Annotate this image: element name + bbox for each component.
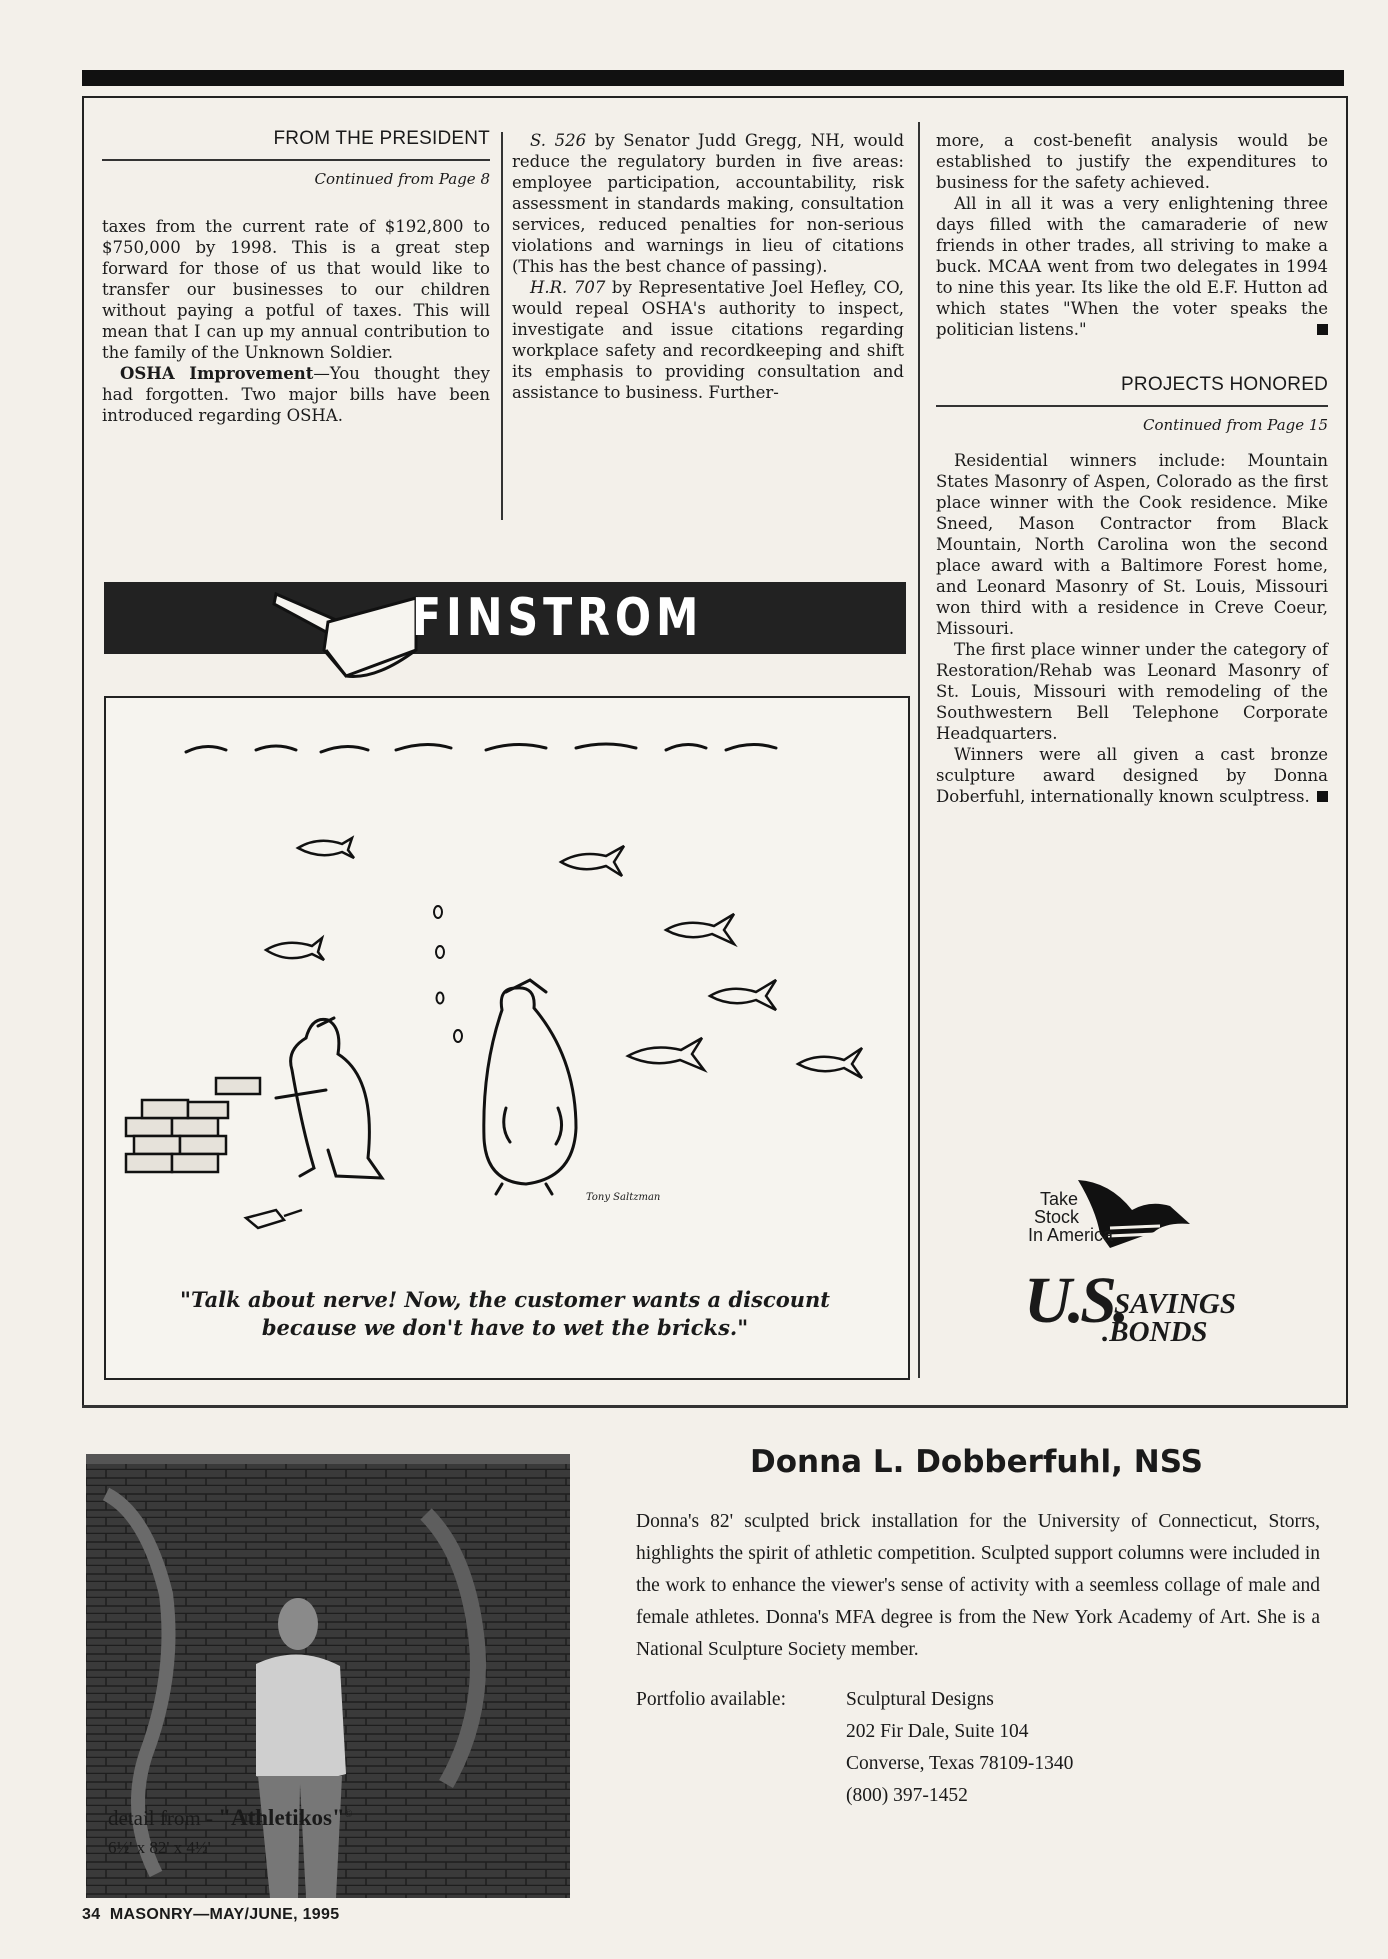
projects-paragraph-3-text: Winners were all given a cast bronze sculpture award designed by Donna Doberfuhl, internationally known sculptress.	[936, 745, 1328, 806]
right-paragraph-2-text: All in all it was a very enlightening three days filled with the camaraderie of new friends in other trades, all striving to make a buck. MCAA went from two delegates in 1994 to nine this year. Its like the old E.F. Hutton ad which states "When the voter speaks the politician listens."	[936, 194, 1328, 339]
end-mark	[1317, 791, 1328, 802]
projects-paragraph-3	[936, 744, 1328, 807]
caption-line-2: because we don't have to wet the bricks."	[261, 1315, 749, 1340]
customer-figure	[484, 980, 576, 1194]
trowel-icon	[266, 580, 426, 690]
right-column	[936, 130, 1328, 807]
publication-info: MASONRY—MAY/JUNE, 1995	[109, 1906, 340, 1923]
ad-description: Donna's 82' sculpted brick installation for the University of Connecticut, Storrs, highlights the spirit of athletic competition. Sculpted support columns were included in the work to enhance the viewer's sense of activity with a seemless collage of male and female athletes. Donna's MFA degree is from the New York Academy of Art. She is a National Sculpture Society member.	[636, 1511, 1320, 1660]
photo-caption-prefix: detail from -	[108, 1806, 219, 1830]
ad-name: Donna L. Dobberfuhl, NSS	[750, 1444, 1203, 1480]
brick-pile	[126, 1078, 260, 1172]
middle-column	[512, 130, 904, 403]
bonds-america: In America	[1028, 1225, 1114, 1245]
projects-paragraph-1: Residential winners include: Mountain States Masonry of Aspen, Colorado as the first place winner with the Cook residence. Mike Sneed, Mason Contractor from Black Mountain, North Carolina won the second place award with a Baltimore Forest home, and Leonard Masonry of St. Louis, Missouri won third with a residence in Creve Coeur, Missouri.	[936, 451, 1328, 638]
copyright-mark: ©	[344, 1809, 353, 1820]
column-divider-2	[918, 122, 920, 1378]
right-paragraph-1: more, a cost-benefit analysis would be established to justify the expenditures to business for the safety achieved.	[936, 131, 1328, 192]
bonds-slogan	[1028, 1189, 1114, 1245]
page-footer	[82, 1906, 339, 1924]
bubbles	[434, 906, 462, 1042]
projects-paragraph-2: The first place winner under the category of Restoration/Rehab was Leonard Masonry of St. Louis, Missouri with remodeling of the Southwestern Bell Telephone Corporate Headquarters.	[936, 640, 1328, 743]
bonds-us: U.S.	[1024, 1264, 1126, 1337]
right-paragraph-2	[936, 193, 1328, 340]
president-heading: FROM THE PRESIDENT	[273, 128, 490, 149]
phone-number: (800) 397-1452	[846, 1785, 968, 1806]
end-mark	[1317, 324, 1328, 335]
s526-lead: S. 526	[530, 131, 587, 150]
projects-continued: Continued from Page 15	[1142, 416, 1328, 434]
middle-paragraph-2	[512, 277, 904, 403]
cartoon-drawing	[106, 698, 904, 1258]
portfolio-block	[636, 1684, 1320, 1812]
company-name: Sculptural Designs	[846, 1689, 994, 1710]
photo-caption-block	[108, 1800, 352, 1863]
president-heading-rule	[102, 159, 490, 161]
hr707-lead: H.R. 707	[530, 278, 606, 297]
president-column	[102, 128, 490, 426]
street-address: 202 Fir Dale, Suite 104	[846, 1721, 1029, 1742]
photo-dimensions: 6½' x 82' x 4½'	[108, 1838, 211, 1857]
fish-group	[266, 838, 862, 1078]
column-divider-1	[501, 132, 503, 520]
president-paragraph-1: taxes from the current rate of $192,800 to $750,000 by 1998. This is a great step forward for those of us that would like to transfer our businesses to our children without paying a potful of taxes. This will mean that I can up my annual contribution to the family of the Unknown Soldier.	[102, 217, 490, 362]
cartoon-caption	[130, 1286, 880, 1342]
photo-caption-title: "Athletikos"	[218, 1805, 345, 1830]
trowel-on-floor	[246, 1210, 302, 1228]
bonds-stock: Stock	[1034, 1207, 1080, 1227]
cartoon-signature: Tony Saltzman	[586, 1192, 661, 1203]
portfolio-address	[846, 1684, 1073, 1812]
mason-figure	[276, 1018, 382, 1178]
middle-paragraph-1	[512, 130, 904, 277]
osha-lead: OSHA Improvement	[120, 364, 314, 383]
city-address: Converse, Texas 78109-1340	[846, 1753, 1074, 1774]
frame-bottom-rule	[82, 1405, 1348, 1408]
top-rule	[82, 70, 1344, 86]
hr707-body: by Representative Joel Hefley, CO, would repeal OSHA's authority to inspect, investigate and issue citations regarding workplace safety and recordkeeping and shift its emphasis to providing consultation and assistance to business. Further-	[512, 278, 904, 402]
ad-body	[636, 1506, 1320, 1812]
bonds-bonds: .BONDS	[1102, 1316, 1208, 1348]
bonds-take: Take	[1040, 1189, 1079, 1209]
portfolio-label: Portfolio available:	[636, 1689, 787, 1710]
osha-body: —You thought they had forgotten. Two major bills have been introduced regarding OSHA.	[102, 364, 491, 425]
projects-heading-rule	[936, 405, 1328, 407]
projects-heading: PROJECTS HONORED	[1121, 374, 1328, 395]
s526-body: by Senator Judd Gregg, NH, would reduce the regulatory burden in five areas: employee participation, accountability, risk assessment in standards making, consultation services, reduced penalties for non-serious violations and warnings in lieu of citations (This has the best chance of passing).	[512, 131, 905, 276]
bonds-savings: SAVINGS	[1114, 1288, 1236, 1320]
president-continued: Continued from Page 8	[314, 170, 490, 188]
finstrom-title: FINSTROM	[412, 588, 704, 648]
photo-caption-line-1	[108, 1800, 352, 1833]
page-number: 34	[82, 1906, 101, 1923]
president-paragraph-2	[102, 363, 490, 426]
water-surface	[186, 744, 776, 752]
caption-line-1: "Talk about nerve! Now, the customer wants a discount	[180, 1287, 830, 1312]
